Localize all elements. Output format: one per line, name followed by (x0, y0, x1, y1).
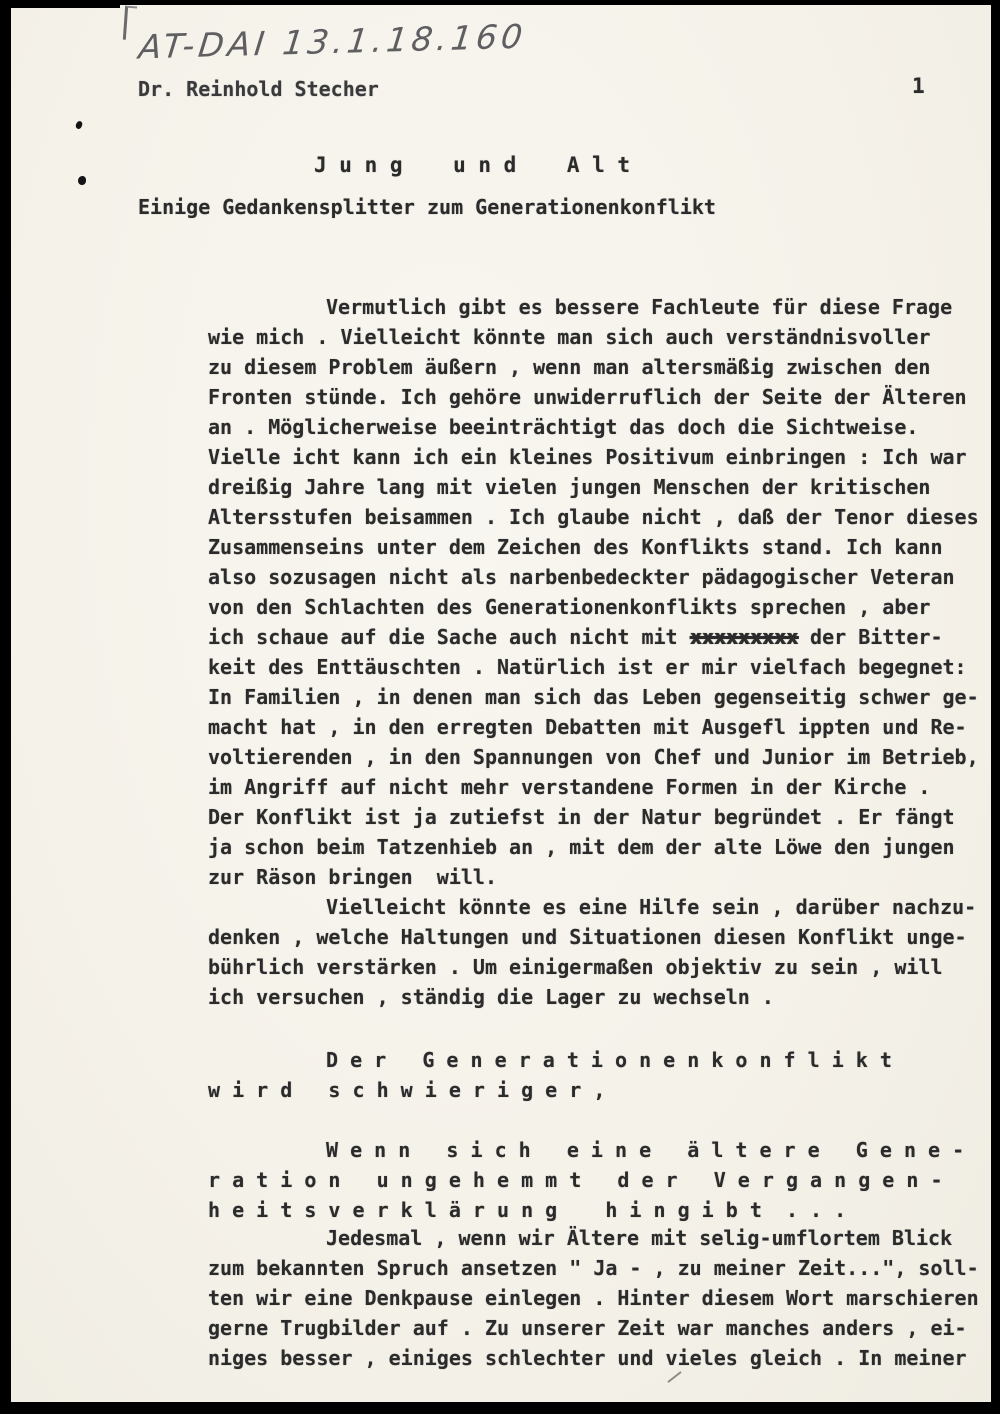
margin-ink-dot (75, 120, 83, 130)
text-line: im Angriff auf nicht mehr verstandene Formen in der Kirche . (208, 775, 931, 799)
text-line: denken , welche Haltungen und Situationen diesen Konflikt unge- (208, 925, 967, 949)
section-heading (208, 1045, 892, 1105)
text-line: Jedesmal , wenn wir Ältere mit selig-umflortem Blick (326, 1226, 953, 1250)
text-line: zum bekannten Spruch ansetzen " Ja - , zu meiner Zeit...", soll- (208, 1256, 979, 1280)
text-line: bührlich verstärken . Um einigermaßen objektiv zu sein , will (208, 955, 943, 979)
text-line: keit des Enttäuschten . Natürlich ist er mir vielfach begegnet: (208, 655, 967, 679)
text-line: Vielle icht kann ich ein kleines Positivum einbringen : Ich war (208, 445, 967, 469)
subheading-line: r a t i o n u n g e h e m m t d e r V e r g a n g e n - (208, 1168, 943, 1192)
document-title: J u n g u n d A l t (314, 153, 631, 177)
main-paragraphs (208, 292, 979, 1012)
closing-paragraph (208, 1223, 979, 1373)
text-line: zu diesem Problem äußern , wenn man altersmäßig zwischen den (208, 355, 931, 379)
text-line: Fronten stünde. Ich gehöre unwiderruflich der Seite der Älteren (208, 385, 967, 409)
heading-line: w i r d s c h w i e r i g e r , (208, 1078, 606, 1102)
strikethrough-word: xxxxxxxxx (689, 625, 799, 649)
subheading-line: W e n n s i c h e i n e ä l t e r e G e n e - (326, 1138, 965, 1162)
text-line: Zusammenseins unter dem Zeichen des Konflikts stand. Ich kann (208, 535, 943, 559)
heading-line: D e r G e n e r a t i o n e n k o n f l i k t (326, 1048, 892, 1072)
text-line: In Familien , in denen man sich das Leben gegenseitig schwer ge- (208, 685, 979, 709)
subheading-line: h e i t s v e r k l ä r u n g h i n g i b t . . . (208, 1198, 847, 1222)
page-number: 1 (912, 74, 925, 98)
text-line: also sozusagen nicht als narbenbedeckter pädagogischer Veteran (208, 565, 955, 589)
text-line: niges besser , einiges schlechter und vieles gleich . In meiner (208, 1346, 967, 1370)
text-segment: der Bitter- (798, 625, 943, 649)
text-line: macht hat , in den erregten Debatten mit Ausgefl ippten und Re- (208, 715, 967, 739)
text-segment: ich schaue auf die Sache auch nicht mit (208, 625, 690, 649)
paper-page (11, 0, 991, 1402)
text-line: gerne Trugbilder auf . Zu unserer Zeit war manches anders , ei- (208, 1316, 967, 1340)
section-subheading (208, 1135, 964, 1225)
text-line-with-correction (208, 622, 979, 652)
text-line: voltierenden , in den Spannungen von Chef und Junior im Betrieb, (208, 745, 979, 769)
text-line: zur Räson bringen will. (208, 865, 497, 889)
handwritten-corner-mark (123, 6, 137, 41)
archive-reference-annotation: AT-DAI 13.1.18.160 (136, 16, 529, 67)
document-subtitle: Einige Gedankensplitter zum Generationenkonflikt (138, 195, 716, 219)
text-line: an . Möglicherweise beeinträchtigt das doch die Sichtweise. (208, 415, 919, 439)
text-line: Altersstufen beisammen . Ich glaube nicht , daß der Tenor dieses (208, 505, 979, 529)
text-line: ten wir eine Denkpause einlegen . Hinter diesem Wort marschieren (208, 1286, 979, 1310)
text-line: Vermutlich gibt es bessere Fachleute für diese Frage (326, 295, 953, 319)
scan-border-top (0, 0, 1000, 5)
text-line: Vielleicht könnte es eine Hilfe sein , darüber nachzu- (326, 895, 977, 919)
text-line: wie mich . Vielleicht könnte man sich auch verständnisvoller (208, 325, 931, 349)
author-line: Dr. Reinhold Stecher (138, 77, 379, 101)
margin-ink-dot (78, 176, 86, 185)
text-line: ja schon beim Tatzenhieb an , mit dem der alte Löwe den jungen (208, 835, 955, 859)
text-line: ich versuchen , ständig die Lager zu wechseln . (208, 985, 774, 1009)
text-line: von den Schlachten des Generationenkonflikts sprechen , aber (208, 595, 931, 619)
text-line: dreißig Jahre lang mit vielen jungen Menschen der kritischen (208, 475, 931, 499)
scan-border-top-notch (0, 0, 120, 8)
text-line: Der Konflikt ist ja zutiefst in der Natur begründet . Er fängt (208, 805, 955, 829)
